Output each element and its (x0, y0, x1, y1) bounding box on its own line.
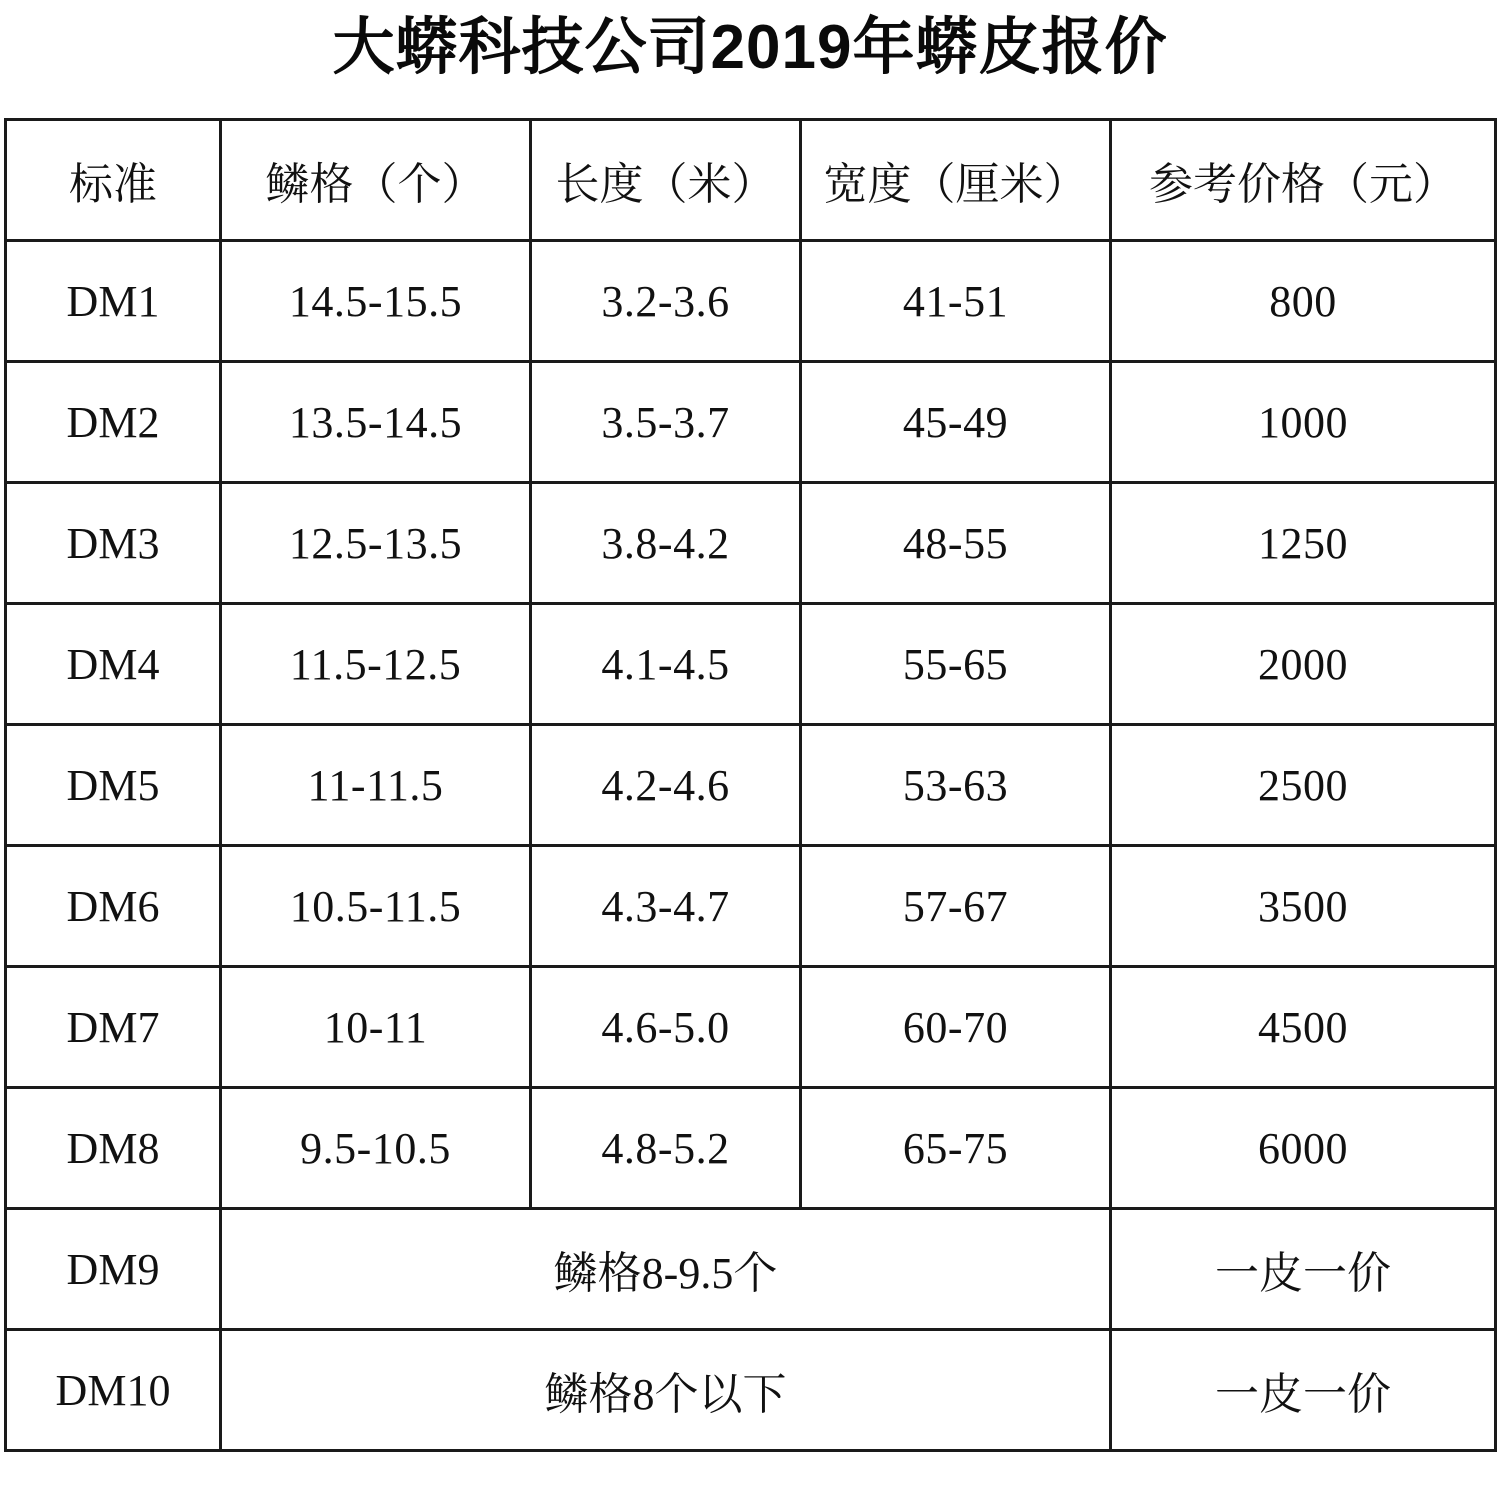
cell-price: 3500 (1111, 846, 1496, 967)
cell-standard: DM10 (6, 1330, 221, 1451)
cell-price: 6000 (1111, 1088, 1496, 1209)
cell-width: 53-63 (801, 725, 1111, 846)
cell-scale: 12.5-13.5 (221, 483, 531, 604)
cell-standard: DM6 (6, 846, 221, 967)
table-row (6, 362, 1496, 483)
cell-scale: 10.5-11.5 (221, 846, 531, 967)
column-header-length: 长度（米） (531, 120, 801, 241)
column-header-price: 参考价格（元） (1111, 120, 1496, 241)
cell-note: 鳞格8个以下 (221, 1330, 1111, 1451)
cell-price: 一皮一价 (1111, 1330, 1496, 1451)
cell-width: 60-70 (801, 967, 1111, 1088)
cell-standard: DM9 (6, 1209, 221, 1330)
cell-price: 800 (1111, 241, 1496, 362)
cell-width: 48-55 (801, 483, 1111, 604)
cell-scale: 11.5-12.5 (221, 604, 531, 725)
table-header (6, 120, 1496, 241)
cell-note: 鳞格8-9.5个 (221, 1209, 1111, 1330)
cell-length: 4.2-4.6 (531, 725, 801, 846)
cell-length: 3.8-4.2 (531, 483, 801, 604)
cell-scale: 11-11.5 (221, 725, 531, 846)
cell-scale: 13.5-14.5 (221, 362, 531, 483)
cell-length: 4.6-5.0 (531, 967, 801, 1088)
cell-standard: DM7 (6, 967, 221, 1088)
table-row (6, 604, 1496, 725)
cell-length: 4.1-4.5 (531, 604, 801, 725)
table-header-row (6, 120, 1496, 241)
cell-standard: DM2 (6, 362, 221, 483)
cell-standard: DM5 (6, 725, 221, 846)
table-row (6, 483, 1496, 604)
cell-width: 65-75 (801, 1088, 1111, 1209)
price-table (4, 118, 1497, 1452)
cell-scale: 14.5-15.5 (221, 241, 531, 362)
cell-width: 45-49 (801, 362, 1111, 483)
table-row (6, 967, 1496, 1088)
column-header-standard: 标准 (6, 120, 221, 241)
cell-width: 57-67 (801, 846, 1111, 967)
cell-width: 41-51 (801, 241, 1111, 362)
cell-standard: DM4 (6, 604, 221, 725)
cell-width: 55-65 (801, 604, 1111, 725)
column-header-scale: 鳞格（个） (221, 120, 531, 241)
cell-price: 2000 (1111, 604, 1496, 725)
table-row (6, 1330, 1496, 1451)
table-row (6, 725, 1496, 846)
cell-price: 1000 (1111, 362, 1496, 483)
cell-price: 一皮一价 (1111, 1209, 1496, 1330)
table-body (6, 241, 1496, 1451)
cell-length: 3.2-3.6 (531, 241, 801, 362)
cell-scale: 10-11 (221, 967, 531, 1088)
cell-scale: 9.5-10.5 (221, 1088, 531, 1209)
table-row (6, 846, 1496, 967)
cell-standard: DM1 (6, 241, 221, 362)
table-row (6, 1209, 1496, 1330)
cell-length: 4.8-5.2 (531, 1088, 801, 1209)
column-header-width: 宽度（厘米） (801, 120, 1111, 241)
table-row (6, 1088, 1496, 1209)
table-row (6, 241, 1496, 362)
cell-price: 1250 (1111, 483, 1496, 604)
cell-price: 4500 (1111, 967, 1496, 1088)
cell-price: 2500 (1111, 725, 1496, 846)
cell-length: 4.3-4.7 (531, 846, 801, 967)
cell-length: 3.5-3.7 (531, 362, 801, 483)
cell-standard: DM8 (6, 1088, 221, 1209)
page-title: 大蟒科技公司2019年蟒皮报价 (332, 13, 1168, 82)
cell-standard: DM3 (6, 483, 221, 604)
